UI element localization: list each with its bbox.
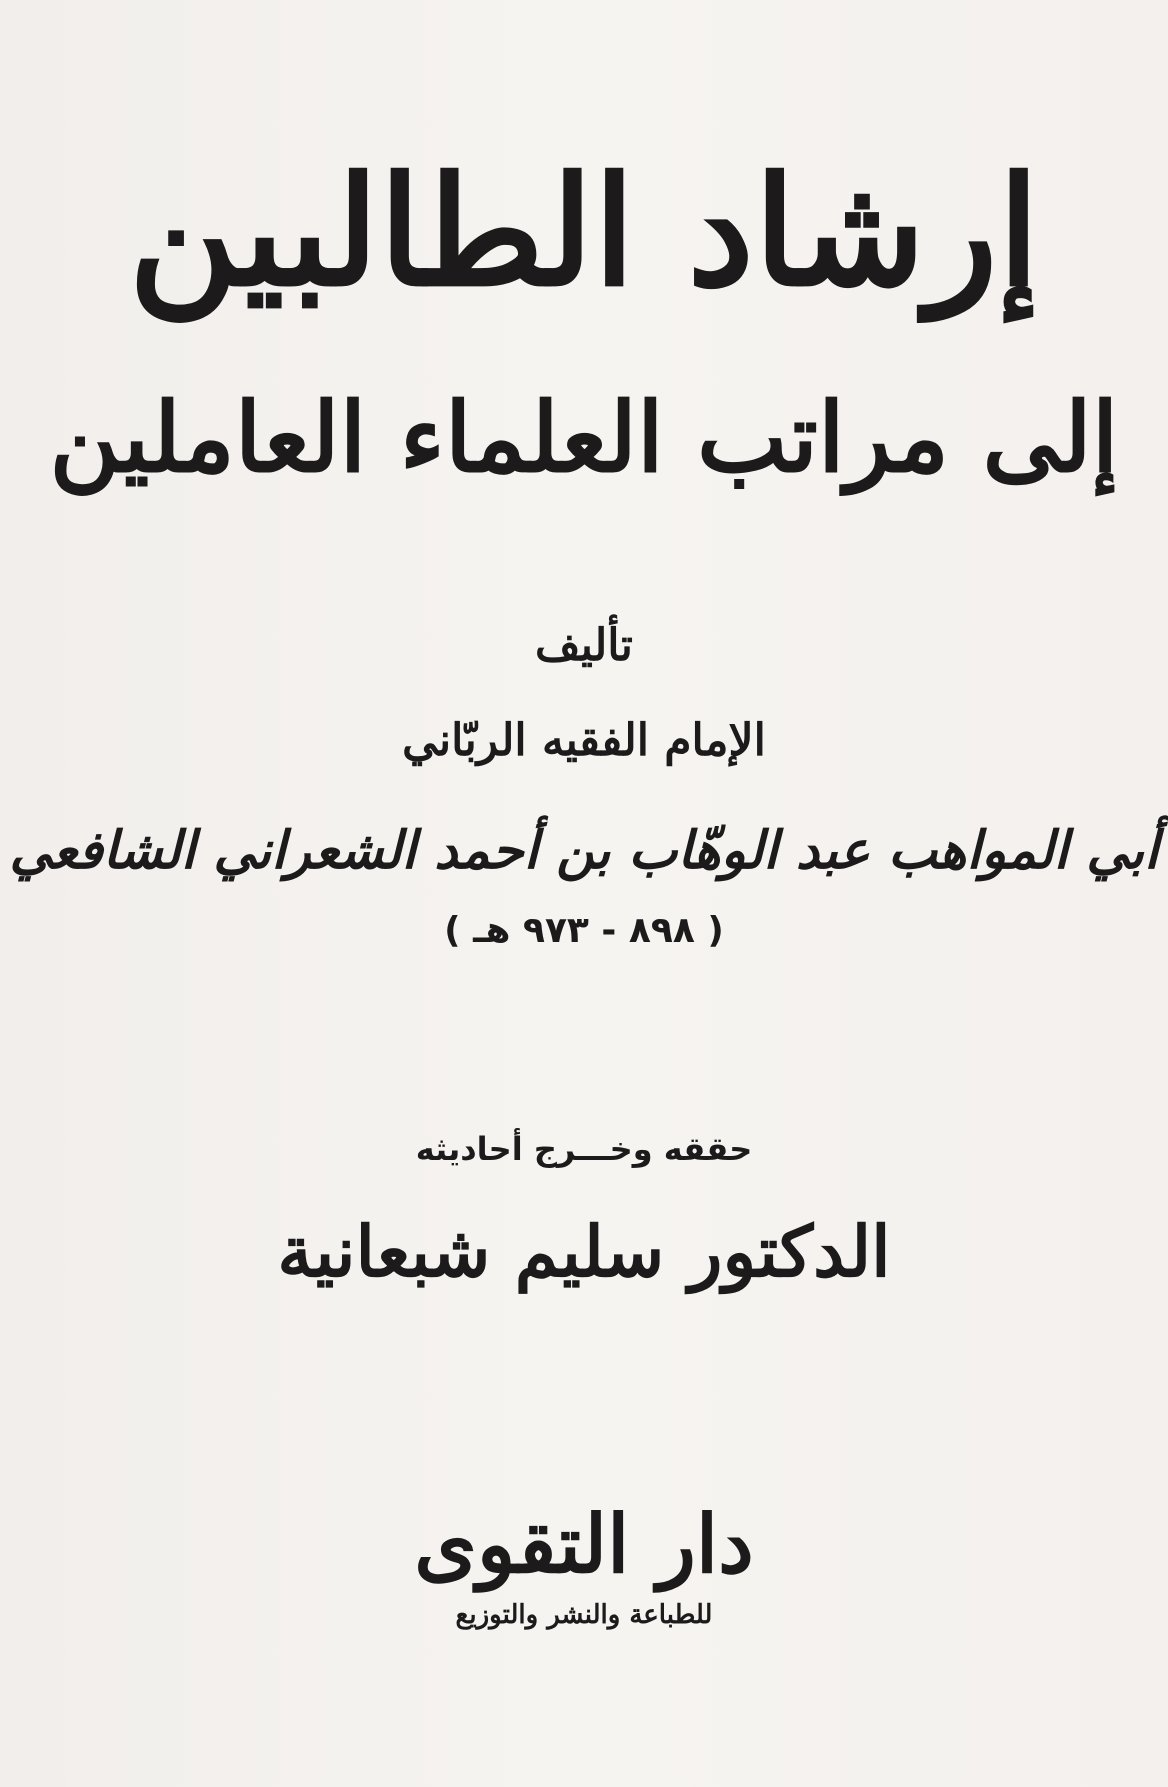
book-title: إرشاد الطالبين [128, 144, 1040, 320]
author-years: ( ٨٩٨ - ٩٧٣ هـ ) [444, 910, 724, 951]
editor-role: حققه وخـــرج أحاديثه [415, 1130, 753, 1168]
editor-name: الدكتور سليم شبعانية [277, 1210, 891, 1293]
author-descriptor: الإمام الفقيه الربّاني [402, 715, 766, 766]
publisher-tagline: للطباعة والنشر والتوزيع [455, 1600, 713, 1630]
publisher-logo-name: دار التقوى [414, 1497, 754, 1591]
author-name: أبي المواهب عبد الوهّاب بن أحمد الشعراني الشافعي [9, 820, 1159, 881]
book-subtitle: إلى مراتب العلماء العاملين [49, 381, 1119, 494]
authored-by-label: تأليف [535, 620, 633, 671]
